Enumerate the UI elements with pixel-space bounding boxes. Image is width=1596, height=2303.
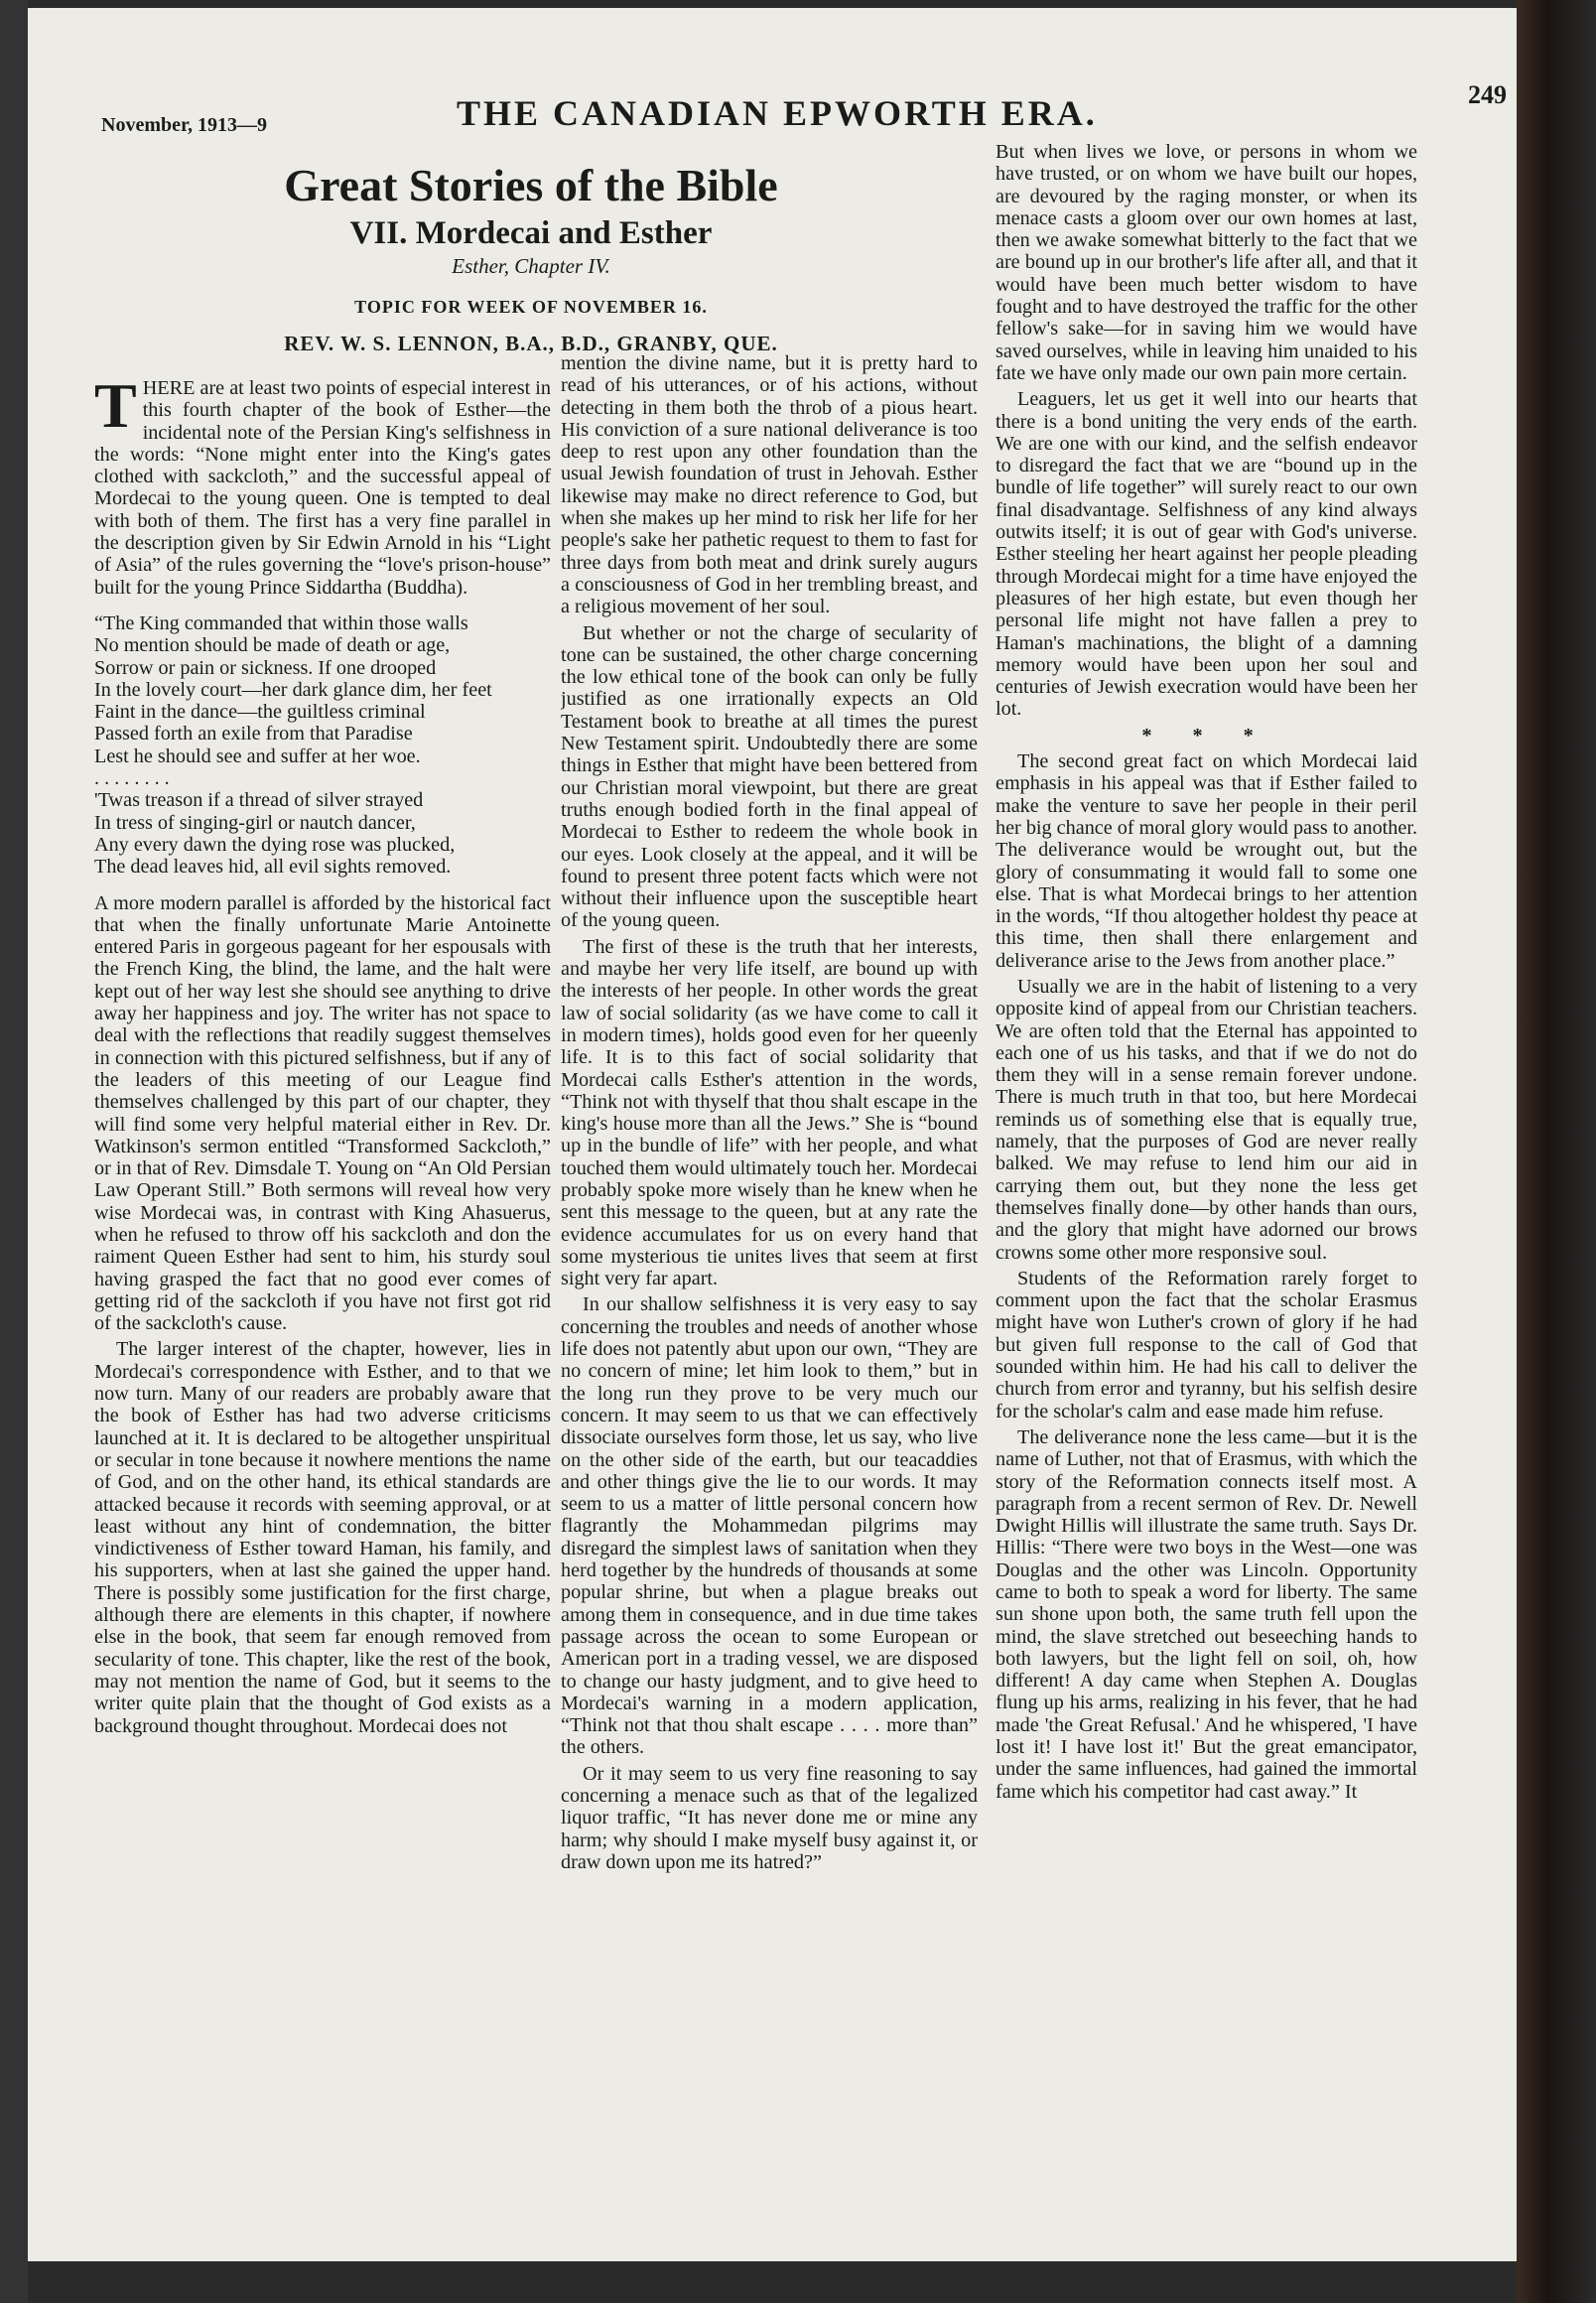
paragraph: A more modern parallel is afforded by the historical fact that when the finally unfortunate Marie Antoinette entered Paris in gorgeous pageant for her espousals with the French King, the blind, the lame, and the halt were kept out of her way lest she should see anything to drive away her happiness and joy. The writer has not space to deal with the reflections that readily suggest themselves in connection with this pictured selfishness, but if any of the leaders of this meeting of our League find themselves challenged by this part of our chapter, they will find some very helpful material either in Rev. Dr. Watkinson's sermon entitled “Transformed Sackcloth,” or in that of Rev. Dimsdale T. Young on “An Old Persian Law Operant Still.” Both sermons will reveal how very wise Mordecai was, in contrast with King Ahasuerus, when he refused to throw off his sackcloth and don the raiment Queen Esther had sent to him, his sturdy soul having grasped the fact that no good ever comes of getting rid of the sackcloth if you have not first got rid of the sackcloth's cause. (94, 891, 551, 1335)
paragraph: Usually we are in the habit of listening to a very opposite kind of appeal from our Christian teachers. We are often told that the Eternal has appointed to each one of us his tasks, and that if we do not do them they will in a sense remain forever undone. There is much truth in that too, but here Mordecai reminds us of something else that is equally true, namely, that the purposes of God are never really balked. We may refuse to lend him our aid in carrying them out, but they none the less get themselves finally done—by other hands than ours, and the glory that might have adorned our brows crowns some other more responsive soul. (996, 975, 1417, 1264)
paragraph: The larger interest of the chapter, however, lies in Mordecai's correspondence with Esther, and to that we now turn. Many of our readers are probably aware that the book of Esther has had two adverse criticisms launched at it. It is declared to be altogether unspiritual or secular in tone because it nowhere mentions the name of God, and on the other hand, its ethical standards are attacked because it records with seeming approval, or at least without any hint of condemnation, the bitter vindictiveness of Esther toward Haman, his family, and his supporters, when at last she gained the upper hand. There is possibly some justification for the first charge, although there are elements in this chapter, if nowhere else in the book, that seem far enough removed from secularity of tone. This chapter, like the rest of the book, may not mention the name of God, but it seems to the writer quite plain that the thought of God exists as a background thought throughout. Mordecai does not (94, 1338, 551, 1737)
page-number: 249 (1468, 80, 1507, 109)
poem-ellipsis: . . . . . . . . (94, 767, 170, 790)
article-heading (94, 159, 968, 356)
scan-left-edge (0, 0, 28, 2303)
paragraph: THERE are at least two points of especial interest in this fourth chapter of the book of Esther—the incidental note of the Persian King's selfishness in the words: “None might enter into the King's gates clothed with sackcloth,” and the successful appeal of Mordecai to the young queen. One is tempted to deal with both of them. The first has a very fine parallel in the description given by Sir Edwin Arnold in his “Light of Asia” of the rules governing the “love's prison-house” built for the young Prince Siddartha (Buddha). (94, 377, 551, 599)
poem-line: 'Twas treason if a thread of silver strayed (94, 789, 424, 812)
poem-quote (94, 612, 551, 879)
poem-line: In tress of singing-girl or nautch dancer, (94, 811, 416, 834)
paragraph: The first of these is the truth that her interests, and maybe her very life itself, are bound up with the interests of her people. In other words the great law of social solidarity (as we have come to call it in modern times), holds good even for her queenly life. It is to this fact of social solidarity that Mordecai calls Esther's attention in the words, “Think not with thyself that thou shalt escape in the king's house more than all the Jews.” She is “bound up in the bundle of life” with her people, and what touched them would ultimately touch her. Mordecai probably spoke more wisely than he knew when he sent this message to the queen, but at any rate the evidence accumulates for us on every hand that some mysterious tie unites lives that seem at first sight very far apart. (561, 935, 978, 1290)
poem-line: Lest he should see and suffer at her woe. (94, 745, 421, 767)
author-line: REV. W. S. LENNON, B.A., B.D., GRANBY, QUE. (284, 332, 778, 355)
column-1 (94, 377, 551, 2204)
scripture-reference: Esther, Chapter IV. (452, 254, 610, 278)
paragraph: mention the divine name, but it is pretty hard to read of his utterances, or of his actions, without detecting in them both the throb of a pious heart. His conviction of a sure national deliverance is too deep to rest upon any other foundation than the usual Jewish foundation of trust in Jehovah. Esther likewise may make no direct reference to God, but when she makes up her mind to risk her life for her people's sake her pathetic request to them to fast for three days from both meat and drink surely augurs a consciousness of God in her trembling breast, and a religious movement of her soul. (561, 352, 978, 618)
poem-line: Any every dawn the dying rose was plucked, (94, 833, 456, 856)
column-3 (996, 141, 1417, 2206)
poem-line: Passed forth an exile from that Paradise (94, 723, 413, 745)
paragraph: Or it may seem to us very fine reasoning to say concerning a menace such as that of the legalized liquor traffic, “It has never done me or mine any harm; why should I make myself busy against it, or draw down upon me its hatred?” (561, 1762, 978, 1873)
page-header (69, 74, 1527, 144)
article-subtitle: VII. Mordecai and Esther (349, 215, 713, 251)
poem-line: No mention should be made of death or age, (94, 634, 451, 657)
poem-line: The dead leaves hid, all evil sights removed. (94, 856, 452, 879)
paragraph: Leaguers, let us get it well into our hearts that there is a bond uniting the very ends of the earth. We are one with our kind, and the selfish endeavor to disregard the fact that we are “bound up in the bundle of life together” will surely react to our own final disadvantage. Selfishness of any kind always outwits itself; it is out of gear with God's universe. Esther steeling her heart against her people pleading through Mordecai might for a time have enjoyed the pleasures of her high estate, but even though her personal life might not have fallen a prey to Haman's machinations, the blight of a damning memory would have been upon her soul and centuries of Jewish execration would have been her lot. (996, 388, 1417, 721)
paragraph: The deliverance none the less came—but it is the name of Luther, not that of Erasmus, with which the story of the Reformation connects itself most. A paragraph from a recent sermon of Rev. Dr. Newell Dwight Hillis will illustrate the same truth. Says Dr. Hillis: “There were two boys in the West—one was Douglas and the other was Lincoln. Opportunity came to both to speak a word for liberty. The same sun shone upon both, the same truth fell upon the mind, the slave stretched out beseeching hands to both lawyers, but the light fell on soil, oh, how different! A day came when Stephen A. Douglas flung up his arms, realizing in his fever, that he had made 'the Great Refusal.' And he whispered, 'I have lost it! I have lost it!' But the great emancipator, under the same influences, had gained the immortal fame which his competitor had cast away.” It (996, 1425, 1417, 1803)
paragraph: In our shallow selfishness it is very easy to say concerning the troubles and needs of another whose life does not patently abut upon our own, “They are no concern of mine; let him look to them,” but in the long run they prove to be very much our concern. It may seem to us that we can effectively dissociate ourselves form those, let us say, who live on the other side of the earth, but our teacaddies and other things give the lie to our words. It may seem to us a matter of little personal concern how flagrantly the Mohammedan pilgrims may disregard the simplest laws of sanitation when they herd together by the hundreds of thousands at some popular shrine, but when a plague breaks out among them in consequence, and in due time takes passage across the ocean to some European or American port in a trading vessel, we are disposed to change our hasty judgment, and to give heed to Mordecai's warning in a modern application, “Think not that thou shalt escape . . . . more than” the others. (561, 1293, 978, 1759)
section-divider-stars: * * * (1141, 724, 1271, 746)
poem-line: “The King commanded that within those walls (94, 611, 468, 634)
paragraph: Students of the Reformation rarely forget to comment upon the fact that the scholar Erasmus might have won Luther's crown of glory if he had but given full response to the call of God that sounded within him. He had his call to deliver the church from error and tyranny, but his selfish desire for the scholar's calm and ease made him refuse. (996, 1267, 1417, 1422)
paragraph: But whether or not the charge of secularity of tone can be sustained, the other charge concerning the low ethical tone of the book can only be fully justified as one irrationally expects an Old Testament book to breathe at all times the purest New Testament spirit. Undoubtedly there are some things in Esther that might have been bettered from our Christian moral viewpoint, but there are great truths enough bodied forth in the final appeal of Mordecai to Esther to redeem the whole book in our eyes. Look closely at the appeal, and it will be found to present three potent facts which were not without their influence upon the susceptible heart of the young queen. (561, 621, 978, 932)
column-2 (561, 352, 978, 2204)
paragraph: The second great fact on which Mordecai laid emphasis in his appeal was that if Esther failed to make the venture to save her people in their peril her big chance of moral glory would pass to another. The deliverance would be wrought out, but the glory of consummating it would fall to some one else. That is what Mordecai brings to her attention in the words, “If thou altogether holdest thy peace at this time, then shall there enlargement and deliverance arise to the Jews from another place.” (996, 750, 1417, 972)
article-title: Great Stories of the Bible (284, 160, 778, 210)
poem-line: Sorrow or pain or sickness. If one drooped (94, 656, 437, 679)
journal-title: THE CANADIAN EPWORTH ERA. (457, 93, 1098, 133)
issue-date: November, 1913—9 (101, 114, 268, 136)
poem-line: Faint in the dance—the guiltless criminal (94, 701, 426, 724)
poem-line: In the lovely court—her dark glance dim, her feet (94, 678, 492, 701)
book-spine-edge (1517, 0, 1596, 2303)
drop-cap: T (94, 377, 137, 441)
paragraph: But when lives we love, or persons in whom we have trusted, or on whom we have built our hopes, are devoured by the raging monster, or when its menace casts a gloom over our own homes at last, then we awake somewhat bitterly to the fact that we are bound up in our brother's life after all, and that it would have been much better wisdom to have fought and to have destroyed the traffic for the other fellow's sake—for in saving him we would have saved ourselves, while in leaving him unaided to his fate we have only made our own pain more certain. (996, 141, 1417, 384)
topic-line: TOPIC FOR WEEK OF NOVEMBER 16. (354, 297, 708, 317)
